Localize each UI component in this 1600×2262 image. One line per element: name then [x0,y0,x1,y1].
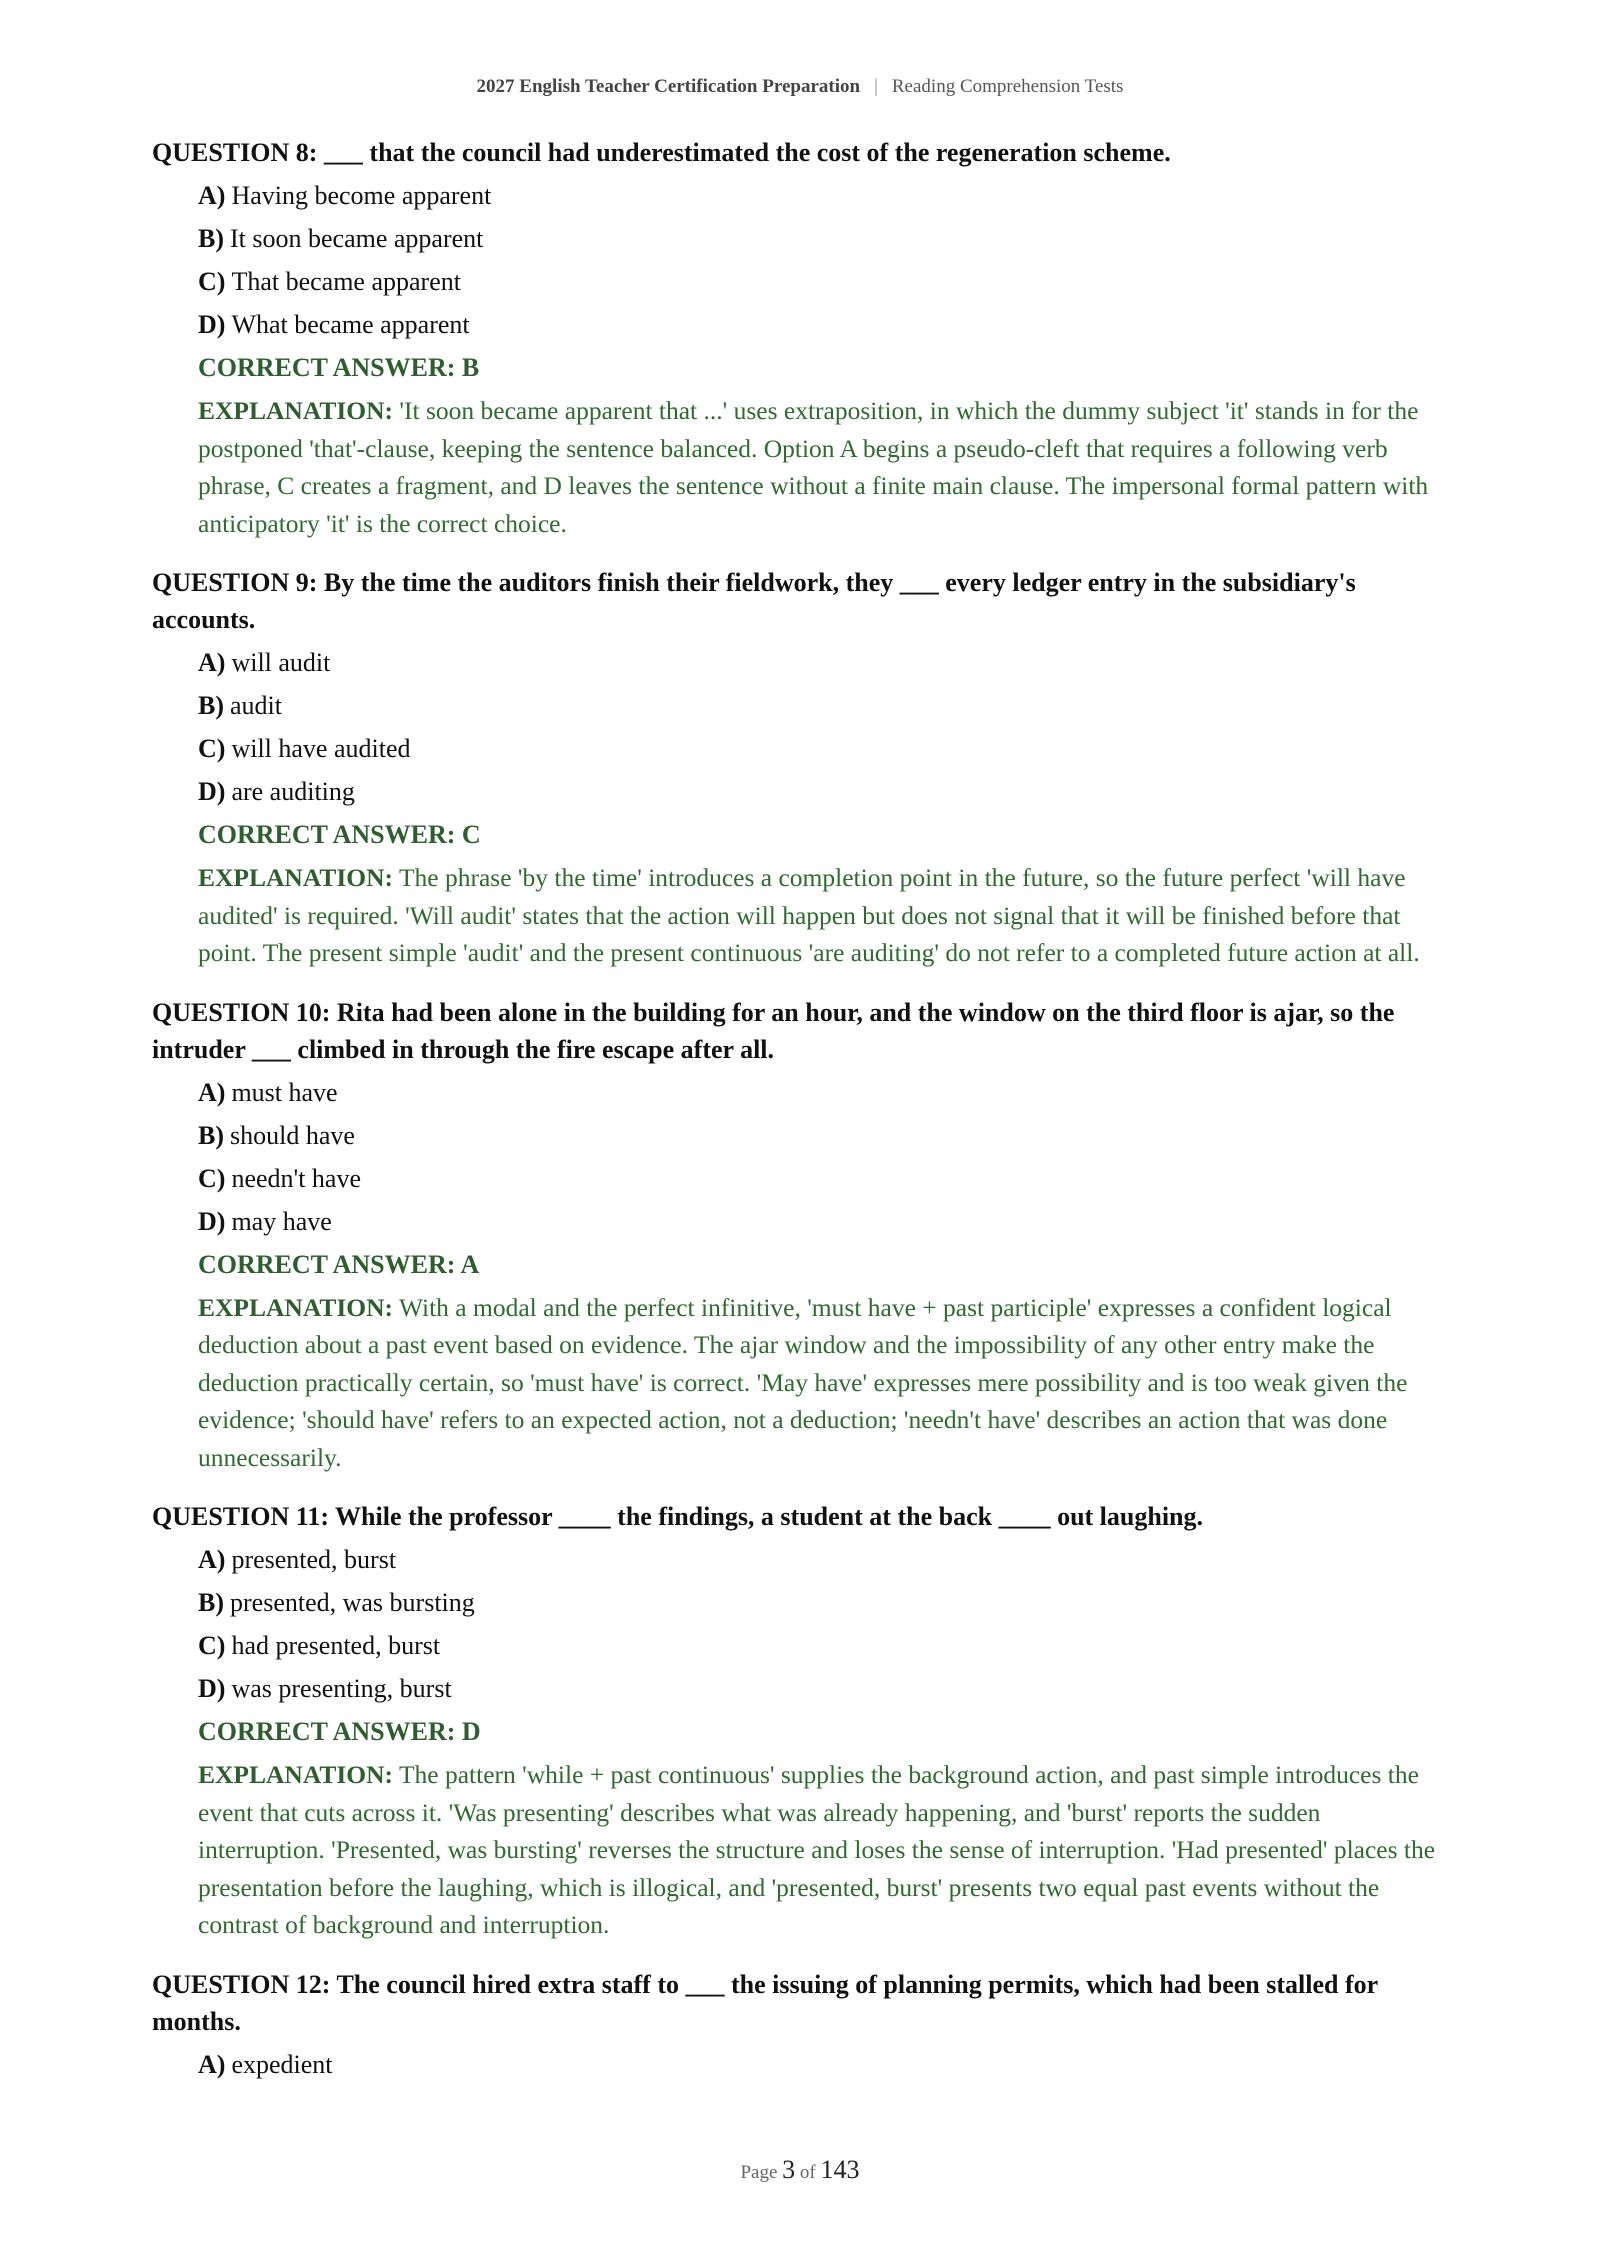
option-text: presented, burst [231,1545,397,1574]
correct-answer: CORRECT ANSWER: C [198,820,481,849]
explanation-text: The phrase 'by the time' introduces a completion point in the future, so the future perfect 'will have audited' is required. 'Will audit' states that the action will happen but does not signal that it will be finished before that point. The present simple 'audit' and the present continuous 'are auditing' do not refer to a completed future action at all. [198,863,1420,967]
page-label: Page [740,2162,778,2183]
option-letter: B) [198,224,224,253]
option-text: must have [231,1077,338,1107]
option-text: should have [230,1120,355,1150]
option-b [198,220,1448,257]
question-9 [152,564,1448,972]
explanation [198,1289,1448,1477]
question-text: By the time the auditors finish their fieldwork, they ___ every ledger entry in the subsidiary's accounts. [152,568,1356,634]
page-header [0,76,1600,98]
option-text: What became apparent [231,310,470,339]
explanation-text: The pattern 'while + past continuous' supplies the background action, and past simple introduces the event that cuts across it. 'Was presenting' describes what was already happening, and 'burst' reports the sudden interruption. 'Presented, was bursting' reverses the structure and loses the sense of interruption. 'Had presented' places the presentation before the laughing, which is illogical, and 'presented, burst' presents two equal past events without the contrast of background and interruption. [198,1760,1436,1939]
option-a [198,1074,1448,1111]
question-text: ___ that the council had underestimated the cost of the regeneration scheme. [323,138,1171,167]
explanation-label: EXPLANATION: [198,396,394,425]
option-d [198,773,1448,810]
page-footer [0,2155,1600,2185]
option-text: expedient [231,2049,333,2079]
question-10 [152,994,1448,1477]
option-letter: C) [198,1631,226,1660]
page-of: of [799,2162,816,2183]
question-label: QUESTION 12: [152,1969,331,1999]
question-stem [152,1498,1448,1535]
header-separator: | [874,76,878,97]
option-letter: A) [198,1077,226,1107]
question-stem [152,1966,1448,2040]
explanation-label: EXPLANATION: [198,1292,394,1322]
option-d [198,1203,1448,1240]
explanation-text: With a modal and the perfect infinitive, 'must have + past participle' expresses a confident logical deduction about a past event based on evidence. The ajar window and the impossibility of any other entry make the deduction practically certain, so 'must have' is correct. 'May have' expresses mere possibility and is too weak given the evidence; 'should have' refers to an expected action, not a deduction; 'needn't have' describes an action that was done unnecessarily. [198,1292,1408,1472]
option-b [198,687,1448,724]
option-text: Having become apparent [231,181,492,210]
option-text: will have audited [231,734,411,763]
option-text: audit [230,691,282,720]
option-letter: B) [198,1588,224,1617]
option-letter: C) [198,267,226,296]
option-text: was presenting, burst [231,1674,452,1703]
option-letter: C) [198,1163,226,1193]
option-a [198,644,1448,681]
option-letter: C) [198,734,226,763]
option-a [198,177,1448,214]
explanation [198,392,1448,542]
page-number: 3 [782,2155,796,2184]
option-text: had presented, burst [231,1631,441,1660]
option-text: It soon became apparent [230,224,484,253]
question-12 [152,1966,1448,2083]
explanation [198,1756,1448,1944]
explanation-text: 'It soon became apparent that ...' uses extraposition, in which the dummy subject 'it' stands in for the postponed 'that'-clause, keeping the sentence balanced. Option A begins a pseudo-cleft that requires a following verb phrase, C creates a fragment, and D leaves the sentence without a finite main clause. The impersonal formal pattern with anticipatory 'it' is the correct choice. [198,396,1429,538]
option-b [198,1584,1448,1621]
question-label: QUESTION 10: [152,997,331,1027]
correct-answer: CORRECT ANSWER: B [198,353,480,382]
option-a [198,2046,1448,2083]
option-text: presented, was bursting [230,1588,475,1617]
option-letter: D) [198,310,226,339]
option-d [198,1670,1448,1707]
question-text: While the professor ____ the findings, a student at the back ____ out laughing. [335,1502,1204,1531]
question-label: QUESTION 8: [152,138,318,167]
question-stem [152,994,1448,1068]
option-text: That became apparent [231,267,461,296]
correct-answer: CORRECT ANSWER: D [198,1717,481,1746]
option-b [198,1117,1448,1154]
question-label: QUESTION 9: [152,568,318,597]
option-c [198,1160,1448,1197]
correct-answer: CORRECT ANSWER: A [198,1249,480,1279]
option-letter: A) [198,1545,226,1574]
option-letter: B) [198,1120,224,1150]
option-text: are auditing [231,777,355,806]
question-text: Rita had been alone in the building for an hour, and the window on the third floor is ajar, so the intruder ___ climbed in through the fire escape after all. [152,997,1395,1064]
option-letter: D) [198,1206,226,1236]
question-stem [152,134,1448,171]
option-a [198,1541,1448,1578]
option-letter: A) [198,2049,226,2079]
option-text: will audit [231,648,331,677]
page-total: 143 [820,2155,860,2184]
question-8 [152,134,1448,542]
option-d [198,306,1448,343]
option-c [198,1627,1448,1664]
option-letter: A) [198,648,226,677]
question-text: The council hired extra staff to ___ the issuing of planning permits, which had been stalled for months. [152,1969,1378,2036]
option-letter: A) [198,181,226,210]
option-letter: D) [198,777,226,806]
explanation-label: EXPLANATION: [198,1760,394,1789]
question-list [152,134,1448,2105]
explanation-label: EXPLANATION: [198,863,394,892]
question-11 [152,1498,1448,1944]
explanation [198,859,1448,972]
option-c [198,730,1448,767]
header-section: Reading Comprehension Tests [891,76,1124,97]
option-c [198,263,1448,300]
question-stem [152,564,1448,638]
question-label: QUESTION 11: [152,1502,329,1531]
header-title: 2027 English Teacher Certification Preparation [476,76,861,97]
option-letter: D) [198,1674,226,1703]
option-text: may have [231,1206,332,1236]
option-text: needn't have [231,1163,362,1193]
option-letter: B) [198,691,224,720]
